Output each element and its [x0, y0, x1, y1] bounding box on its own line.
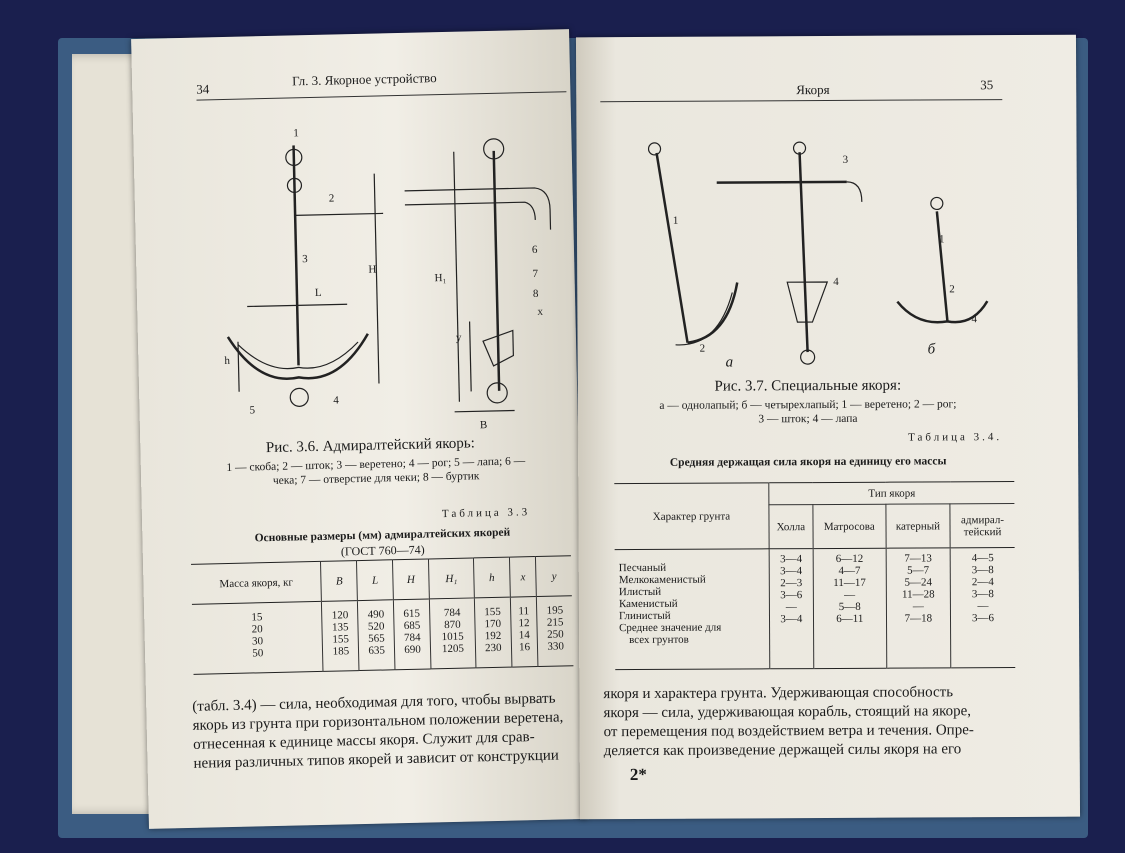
dim-y: y: [455, 331, 462, 344]
fig-3-7-legend-2: 3 — шток; 4 — лапа: [758, 412, 858, 426]
table-col: 195 215 250 330: [546, 604, 565, 653]
table-col: 784 870 1015 1205: [429, 598, 476, 669]
th-anchor-type: Тип якоря: [769, 482, 1015, 505]
table-3-3-title: Основные размеры (мм) адмиралтейских якорей: [254, 526, 511, 545]
fig-label-4: 4: [333, 394, 339, 407]
table-col: 155 170 192 230: [474, 597, 511, 668]
fig-b-label-4: 4: [833, 275, 839, 288]
fig-b-label-3: 3: [842, 153, 849, 166]
fig-3-6-legend-1: 1 — скоба; 2 — шток; 3 — веретено; 4 — рог; 5 — лапа; 6 —: [226, 455, 526, 475]
fig-c-label-2: 2: [949, 283, 955, 296]
th-mass: Масса якоря, кг: [191, 561, 322, 604]
th-H1: H₁: [428, 558, 474, 599]
th-x: x: [509, 557, 537, 598]
th-hall: Холла: [769, 505, 813, 549]
fig-c-label-1: 1: [938, 233, 945, 246]
dim-x: x: [537, 305, 544, 318]
th-h: h: [473, 557, 510, 598]
left-page-number: 34: [196, 81, 210, 97]
dim-B: B: [479, 419, 488, 432]
table-3-4-title: Средняя держащая сила якоря на единицу его массы: [669, 455, 947, 469]
fig-label-8: 8: [532, 287, 539, 301]
right-page: [576, 35, 1080, 820]
th-matrosov: Матросова: [813, 504, 886, 548]
table-col: 490 520 565 635: [358, 600, 395, 671]
right-body-text: якоря и характера грунта. Удерживающая способность якоря — сила, удерживающая корабль, стоящий на якоре, от перемещения под воздействием ветра и течения. Опре- деляется как произведение держащей силы якоря на его: [603, 684, 974, 760]
matrosov-values: 6—12 4—7 11—17 — 5—8 6—11: [813, 548, 887, 668]
boat-values: 7—13 5—7 5—24 11—28 — 7—18: [886, 548, 951, 668]
fig-3-7-legend-1: а — однолапый; б — четырехлапый; 1 — веретено; 2 — рог;: [659, 398, 957, 412]
fig-label-6: 6: [531, 243, 538, 257]
admiralty-values: 4—5 3—8 2—4 3—8 — 3—6: [971, 552, 995, 625]
table-3-3: [191, 555, 573, 675]
fig-3-6-caption: Рис. 3.6. Адмиралтейский якорь:: [265, 435, 476, 457]
table-col: 15 20 30 50: [192, 601, 324, 674]
special-anchors-drawing: [616, 131, 997, 373]
admiralty-anchor-drawing: [203, 109, 570, 427]
fig-label-2: 2: [328, 192, 335, 205]
header-rule: [600, 99, 1002, 102]
right-page-number: 35: [980, 77, 994, 93]
left-page: [131, 29, 587, 829]
fig-3-6-legend-2: чека; 7 — отверстие для чеки; 8 — буртик: [272, 470, 480, 487]
fig-label-7: 7: [532, 267, 539, 281]
fig-a-label: а: [725, 354, 734, 371]
th-soil: Характер грунта: [614, 483, 769, 550]
table-col: 11 12 14 16: [510, 597, 538, 668]
signature-mark: 2*: [629, 764, 647, 785]
fig-label-3: 3: [301, 253, 308, 266]
fig-a-label-2: 2: [699, 342, 706, 355]
th-admiralty: адмирал-тейский: [960, 513, 1005, 538]
soil-list: Песчаный Мелкокаменистый Илистый Каменистый Глинистый Среднее значение для всех грунтов: [615, 549, 770, 670]
fig-c-label-4: 4: [971, 313, 977, 326]
header-rule: [196, 91, 566, 100]
fig-label-1: 1: [293, 127, 299, 140]
table-3-4: [614, 481, 1015, 670]
left-running-head: Гл. 3. Якорное устройство: [291, 70, 437, 89]
table-col: 615 685 784 690: [393, 599, 430, 670]
table-3-3-number: Таблица 3.3: [441, 506, 531, 521]
fig-label-5: 5: [249, 404, 256, 417]
table-3-3-subtitle: (ГОСТ 760—74): [340, 542, 425, 559]
dim-H1: H₁: [434, 271, 447, 285]
right-running-head: Якоря: [796, 81, 830, 98]
table-col: 120 135 155 185: [322, 601, 359, 672]
fig-a-label-1: 1: [672, 214, 679, 227]
dim-H: H: [368, 263, 377, 276]
th-L: L: [357, 560, 394, 601]
th-boat: катерный: [886, 504, 950, 548]
dim-h: h: [224, 354, 231, 368]
hall-values: 3—4 3—4 2—3 3—6 — 3—4: [769, 549, 813, 669]
th-H: H: [393, 559, 430, 600]
left-body-text: (табл. 3.4) — сила, необходимая для того, чтобы вырвать якорь из грунта при горизонтальном положении веретена, отнесенная к единице массы якоря. Служит для срав- нения различных типов якорей и зависит от конструкции: [192, 690, 564, 772]
fig-b-label: б: [927, 341, 936, 358]
table-3-4-number: Таблица 3.4.: [908, 431, 1003, 444]
fig-3-7-caption: Рис. 3.7. Специальные якоря:: [714, 377, 902, 395]
dim-L: L: [314, 286, 322, 299]
th-B: B: [321, 561, 358, 602]
th-y: y: [551, 570, 557, 583]
